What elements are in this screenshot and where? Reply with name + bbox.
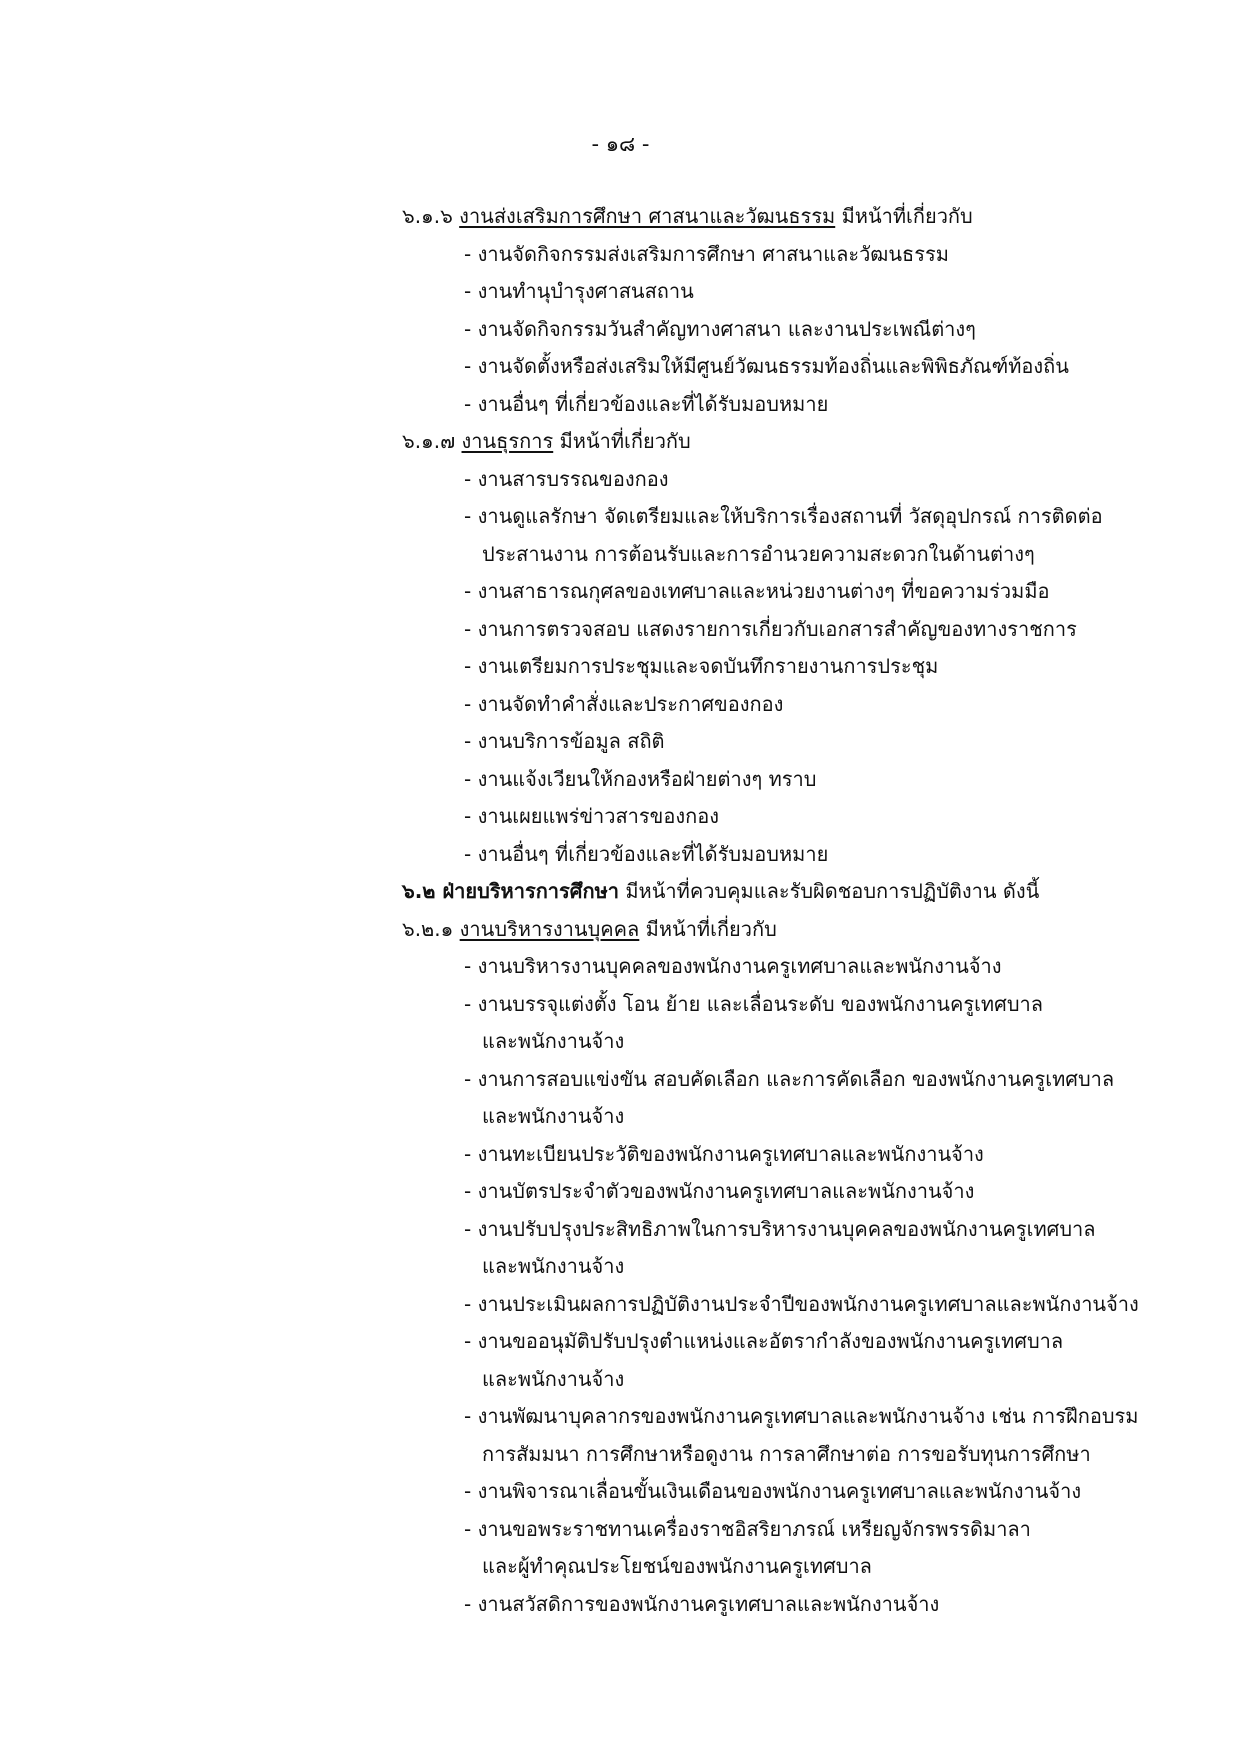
list-item: - งานการตรวจสอบ แสดงรายการเกี่ยวกับเอกสารสำคัญของทางราชการ	[464, 616, 1077, 641]
list-item: - งานจัดกิจกรรมวันสำคัญทางศาสนา และงานประเพณีต่างๆ	[464, 316, 976, 341]
list-item-continuation: และพนักงานจ้าง	[482, 1366, 625, 1391]
section-number: ๖.๒.๑	[402, 916, 454, 941]
section-number: ๖.๑.๗	[402, 429, 456, 453]
list-item: - งานเผยแพร่ข่าวสารของกอง	[464, 804, 719, 828]
section-title: งานบริหารงานบุคคล	[459, 916, 640, 941]
list-item: - งานปรับปรุงประสิทธิภาพในการบริหารงานบุคคลของพนักงานครูเทศบาล	[464, 1216, 1096, 1241]
list-item: - งานพิจารณาเลื่อนขั้นเงินเดือนของพนักงานครูเทศบาลและพนักงานจ้าง	[464, 1479, 1082, 1503]
list-item: - งานทะเบียนประวัติของพนักงานครูเทศบาลและพนักงานจ้าง	[464, 1141, 984, 1166]
list-item-continuation: การสัมมนา การศึกษาหรือดูงาน การลาศึกษาต่อ การขอรับทุนการศึกษา	[482, 1441, 1091, 1466]
list-item: - งานอื่นๆ ที่เกี่ยวข้องและที่ได้รับมอบหมาย	[464, 391, 829, 416]
section-heading-6-1-6	[402, 198, 1202, 236]
section-title: งานส่งเสริมการศึกษา ศาสนาและวัฒนธรรม	[459, 204, 836, 228]
section-heading-6-2-1	[402, 911, 1202, 949]
list-item-continuation: และพนักงานจ้าง	[482, 1104, 625, 1128]
list-item: - งานบรรจุแต่งตั้ง โอน ย้าย และเลื่อนระดับ ของพนักงานครูเทศบาล	[464, 991, 1043, 1016]
page-number: - ๑๘ -	[591, 132, 650, 156]
section-title: งานธุรการ	[461, 429, 554, 453]
list-item: - งานสวัสดิการของพนักงานครูเทศบาลและพนักงานจ้าง	[464, 1591, 940, 1616]
section-heading-6-1-7	[402, 423, 1202, 461]
list-item: - งานจัดตั้งหรือส่งเสริมให้มีศูนย์วัฒนธรรมท้องถิ่นและพิพิธภัณฑ์ท้องถิ่น	[464, 354, 1069, 378]
list-item: - งานสาธารณกุศลของเทศบาลและหน่วยงานต่างๆ ที่ขอความร่วมมือ	[464, 579, 1050, 603]
list-item: - งานประเมินผลการปฏิบัติงานประจำปีของพนักงานครูเทศบาลและพนักงานจ้าง	[464, 1291, 1139, 1316]
list-item: - งานจัดกิจกรรมส่งเสริมการศึกษา ศาสนาและวัฒนธรรม	[464, 241, 949, 266]
list-item: - งานบริหารงานบุคคลของพนักงานครูเทศบาลและพนักงานจ้าง	[464, 954, 1002, 978]
document-body	[402, 198, 1202, 1623]
list-item: - งานเตรียมการประชุมและจดบันทึกรายงานการประชุม	[464, 654, 939, 678]
list-item: - งานอื่นๆ ที่เกี่ยวข้องและที่ได้รับมอบหมาย	[464, 841, 829, 866]
section-heading-6-2	[402, 873, 1202, 911]
section-suffix: มีหน้าที่เกี่ยวกับ	[559, 429, 691, 453]
list-item-continuation: และพนักงานจ้าง	[482, 1254, 625, 1278]
list-item: - งานแจ้งเวียนให้กองหรือฝ่ายต่างๆ ทราบ	[464, 766, 817, 791]
list-item: - งานการสอบแข่งขัน สอบคัดเลือก และการคัดเลือก ของพนักงานครูเทศบาล	[464, 1066, 1115, 1091]
section-number: ๖.๑.๖	[402, 204, 453, 228]
list-item: - งานขออนุมัติปรับปรุงตำแหน่งและอัตรากำลังของพนักงานครูเทศบาล	[464, 1329, 1064, 1353]
section-suffix: มีหน้าที่เกี่ยวกับ	[841, 204, 973, 228]
list-item: - งานดูแลรักษา จัดเตรียมและให้บริการเรื่องสถานที่ วัสดุอุปกรณ์ การติดต่อ	[464, 504, 1103, 528]
list-item: - งานทำนุบำรุงศาสนสถาน	[464, 279, 694, 303]
section-title-bold: ๖.๒ ฝ่ายบริหารการศึกษา	[402, 879, 620, 903]
list-item-continuation: และพนักงานจ้าง	[482, 1029, 625, 1053]
section-suffix: มีหน้าที่เกี่ยวกับ	[645, 916, 777, 941]
list-item: - งานขอพระราชทานเครื่องราชอิสริยาภรณ์ เหรียญจักรพรรดิมาลา	[464, 1516, 1031, 1541]
list-item-continuation: ประสานงาน การต้อนรับและการอำนวยความสะดวกในด้านต่างๆ	[482, 541, 1035, 566]
list-item-continuation: และผู้ทำคุณประโยชน์ของพนักงานครูเทศบาล	[482, 1554, 872, 1578]
list-item: - งานพัฒนาบุคลากรของพนักงานครูเทศบาลและพนักงานจ้าง เช่น การฝึกอบรม	[464, 1404, 1139, 1428]
list-item: - งานบริการข้อมูล สถิติ	[464, 729, 665, 753]
list-item: - งานบัตรประจำตัวของพนักงานครูเทศบาลและพนักงานจ้าง	[464, 1179, 975, 1203]
section-suffix: มีหน้าที่ควบคุมและรับผิดชอบการปฏิบัติงาน ดังนี้	[625, 879, 1040, 903]
list-item: - งานสารบรรณของกอง	[464, 466, 669, 491]
list-item: - งานจัดทำคำสั่งและประกาศของกอง	[464, 691, 784, 716]
